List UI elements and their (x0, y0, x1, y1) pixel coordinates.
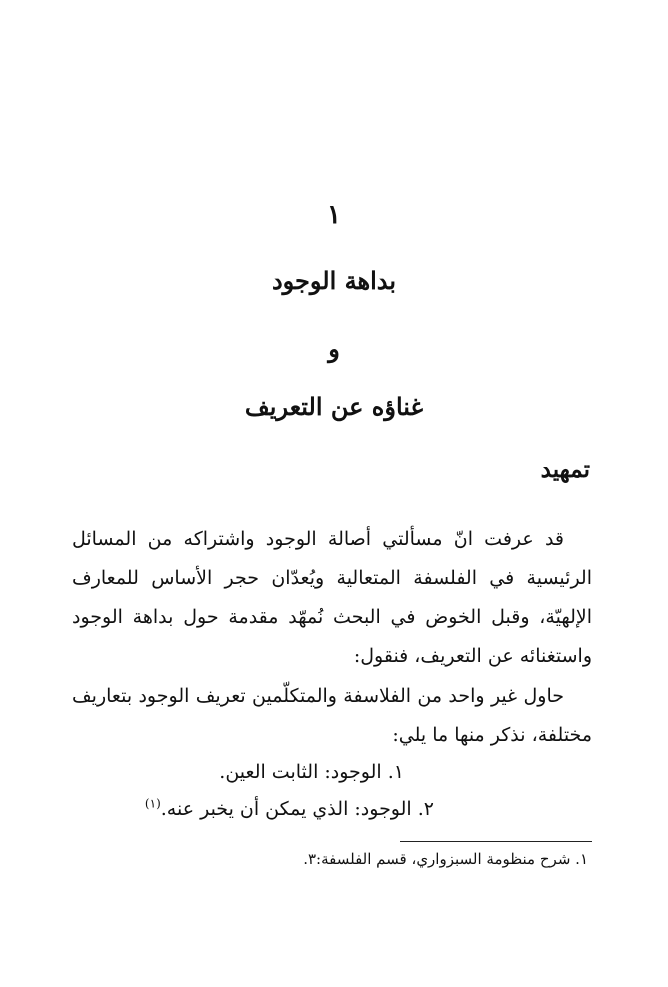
chapter-number: ١ (327, 200, 341, 230)
definition-item-2 (145, 792, 592, 826)
footnote-reference: (١) (144, 796, 161, 811)
definition-item-2-text: ٢. الوجود: الذي يمكن أن يخبر عنه. (160, 798, 434, 820)
section-heading: تمهيد (540, 456, 590, 483)
footnote: ١. شرح منظومة السبزواري، قسم الفلسفة:٣. (303, 850, 588, 868)
chapter-title-line1: بداهة الوجود (271, 266, 397, 295)
paragraph-definitions: حاول غير واحد من الفلاسفة والمتكلّمين تعريف الوجود بتعاريف مختلفة، نذكر منها ما يلي: (72, 685, 592, 746)
chapter-title-line2: غناؤه عن التعريف (244, 392, 424, 421)
paragraph-intro: قد عرفت انّ مسألتي أصالة الوجود واشتراكه من المسائل الرئيسية في الفلسفة المتعالية ويُعدّان حجر الأساس للمعارف الإلهيّة، وقبل الخوض في البحث نُمهّد مقدمة حول بداهة الوجود واستغنائه عن التعريف، فنقول: (72, 528, 592, 667)
definition-item-1 (219, 755, 592, 789)
definition-item-1-text: ١. الوجود: الثابت العين. (219, 761, 404, 783)
chapter-title-conjunction: و (328, 334, 340, 363)
footnote-divider (400, 841, 592, 842)
